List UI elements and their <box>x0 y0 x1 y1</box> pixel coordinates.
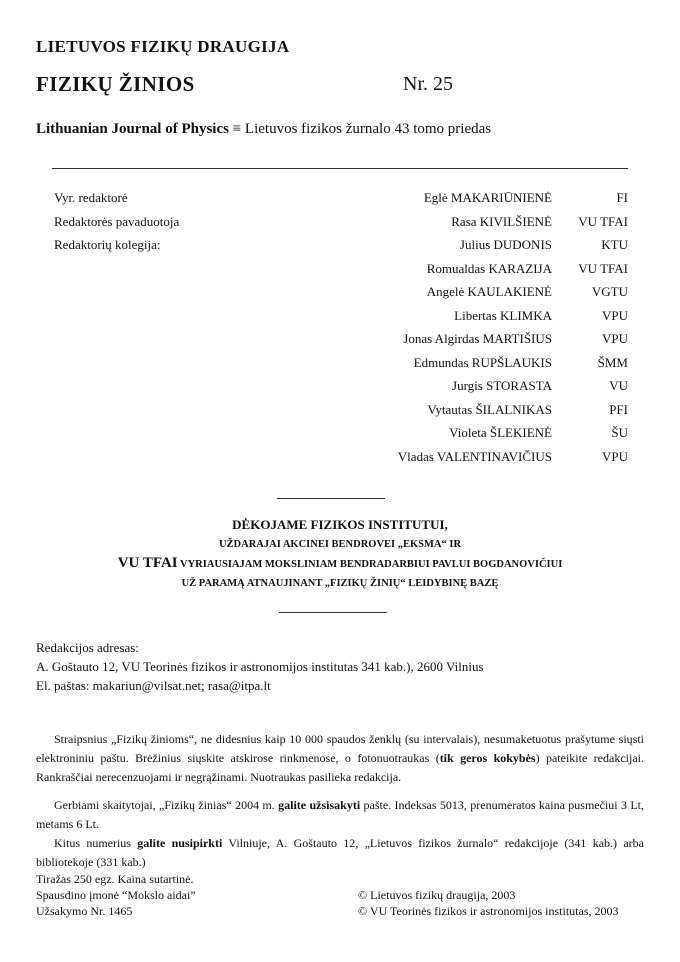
editorial-row <box>0 355 680 375</box>
print-run: Tiražas 250 egz. Kaina sutartinė. <box>36 872 194 886</box>
editor-institution: VU TFAI <box>578 260 628 276</box>
editor-name: Rasa KIVILŠIENĖ <box>451 213 552 229</box>
editorial-row <box>0 402 680 422</box>
email-line: El. paštas: makariun@vilsat.net; rasa@itpa.lt <box>36 678 271 693</box>
editor-name: Jonas Algirdas MARTIŠIUS <box>403 331 552 346</box>
editor-name: Libertas KLIMKA <box>454 307 552 323</box>
editor-name: Julius DUDONIS <box>459 237 552 252</box>
address-label: Redakcijos adresas: <box>36 640 139 655</box>
printer: Spausdino įmonė “Mokslo aidai” <box>36 888 196 902</box>
editorial-row <box>0 237 680 257</box>
editor-institution: VPU <box>601 448 628 464</box>
editorial-row <box>0 190 680 210</box>
editor-name: Jurgis STORASTA <box>452 378 552 393</box>
copyright-society: © Lietuvos fizikų draugija, 2003 <box>358 888 516 902</box>
divider-top <box>277 498 385 499</box>
subscription-info: Gerbiami skaitytojai, „Fizikų žinias“ 2004 m. galite užsisakyti pašte. Indeksas 5013, prenumeratos kaina pusmečiui 3 Lt, metams 6 Lt. <box>36 798 644 831</box>
editor-name: Romualdas KARAZIJA <box>426 260 552 276</box>
editor-institution: KTU <box>601 237 628 252</box>
editor-institution: VU <box>609 378 628 393</box>
editor-institution: ŠU <box>611 425 628 440</box>
journal-supplement: ≡ Lietuvos fizikos žurnalo 43 tomo priedas <box>228 121 492 137</box>
editorial-row <box>0 214 680 234</box>
editorial-row <box>0 308 680 328</box>
divider-bottom <box>279 612 387 613</box>
editorial-row <box>0 284 680 304</box>
thanks-line-4: UŽ PARAMĄ ATNAUJINANT „FIZIKŲ ŽINIŲ“ LEIDYBINĘ BAZĘ <box>181 578 499 589</box>
editor-name: Edmundas RUPŠLAUKIS <box>413 354 552 370</box>
editor-name: Eglė MAKARIŪNIENĖ <box>423 190 552 205</box>
journal-name: Lithuanian Journal of Physics <box>36 121 229 137</box>
editor-institution: VGTU <box>591 284 628 299</box>
editorial-row <box>0 331 680 351</box>
thanks-line-1: DĖKOJAME FIZIKOS INSTITUTUI, <box>232 517 448 532</box>
journal-line <box>36 121 491 138</box>
header-rule <box>52 168 628 169</box>
thanks-line-3 <box>0 555 680 572</box>
organization-name: LIETUVOS FIZIKŲ DRAUGIJA <box>36 37 290 56</box>
editorial-row <box>0 449 680 469</box>
editorial-role: Redaktorių kolegija: <box>54 237 161 252</box>
editor-institution: VPU <box>601 331 628 346</box>
editor-name: Angelė KAULAKIENĖ <box>426 284 552 299</box>
thanks-line-2: UŽDARAJAI AKCINEI BENDROVEI „EKSMA“ IR <box>218 539 462 550</box>
editor-institution: ŠMM <box>597 354 628 370</box>
address-line: A. Goštauto 12, VU Teorinės fizikos ir astronomijos institutas 341 kab.), 2600 Vilnius <box>36 659 484 674</box>
purchase-info: Kitus numerius galite nusipirkti Vilniuje, A. Goštauto 12, „Lietuvos fizikos žurnalo“ redakcijoje (341 kab.) arba bibliotekoje (331 kab.) <box>36 836 644 869</box>
editor-institution: FI <box>616 190 628 205</box>
editorial-role: Redaktorės pavaduotoja <box>54 213 180 229</box>
submission-instructions: Straipsnius „Fizikų žinioms“, ne didesnius kaip 10 000 spaudos ženklų (su intervalais), nesumaketuotus prašytume siųsti elektroniniu paštu. Brėžinius siųskite atskirose rinkmenose, o fotonuotraukas (tik geros kokybės) pateikite redakcijai. Rankraščiai nerecenzuojami ir negrąžinami. Nuotraukas pasilieka redakcija. <box>36 732 644 784</box>
editorial-row <box>0 261 680 281</box>
editor-name: Violeta ŠLEKIENĖ <box>449 425 552 440</box>
editor-institution: PFI <box>609 401 628 417</box>
issue-number: Nr. 25 <box>403 73 453 95</box>
editor-institution: VPU <box>601 307 628 323</box>
editor-name: Vytautas ŠILALNIKAS <box>427 401 552 417</box>
editor-institution: VU TFAI <box>578 213 628 229</box>
thanks-person: VYRIAUSIAJAM MOKSLINIAM BENDRADARBIUI PAVLUI BOGDANOVIČIUI <box>177 559 563 570</box>
publication-title: FIZIKŲ ŽINIOS <box>36 72 195 96</box>
editorial-row <box>0 425 680 445</box>
editorial-role: Vyr. redaktorė <box>54 190 128 205</box>
thanks-institute: VU TFAI <box>117 555 178 571</box>
copyright-institute: © VU Teorinės fizikos ir astronomijos institutas, 2003 <box>358 904 619 918</box>
editorial-row <box>0 378 680 398</box>
editor-name: Vladas VALENTINAVIČIUS <box>397 448 552 464</box>
order-number: Užsakymo Nr. 1465 <box>36 904 133 918</box>
